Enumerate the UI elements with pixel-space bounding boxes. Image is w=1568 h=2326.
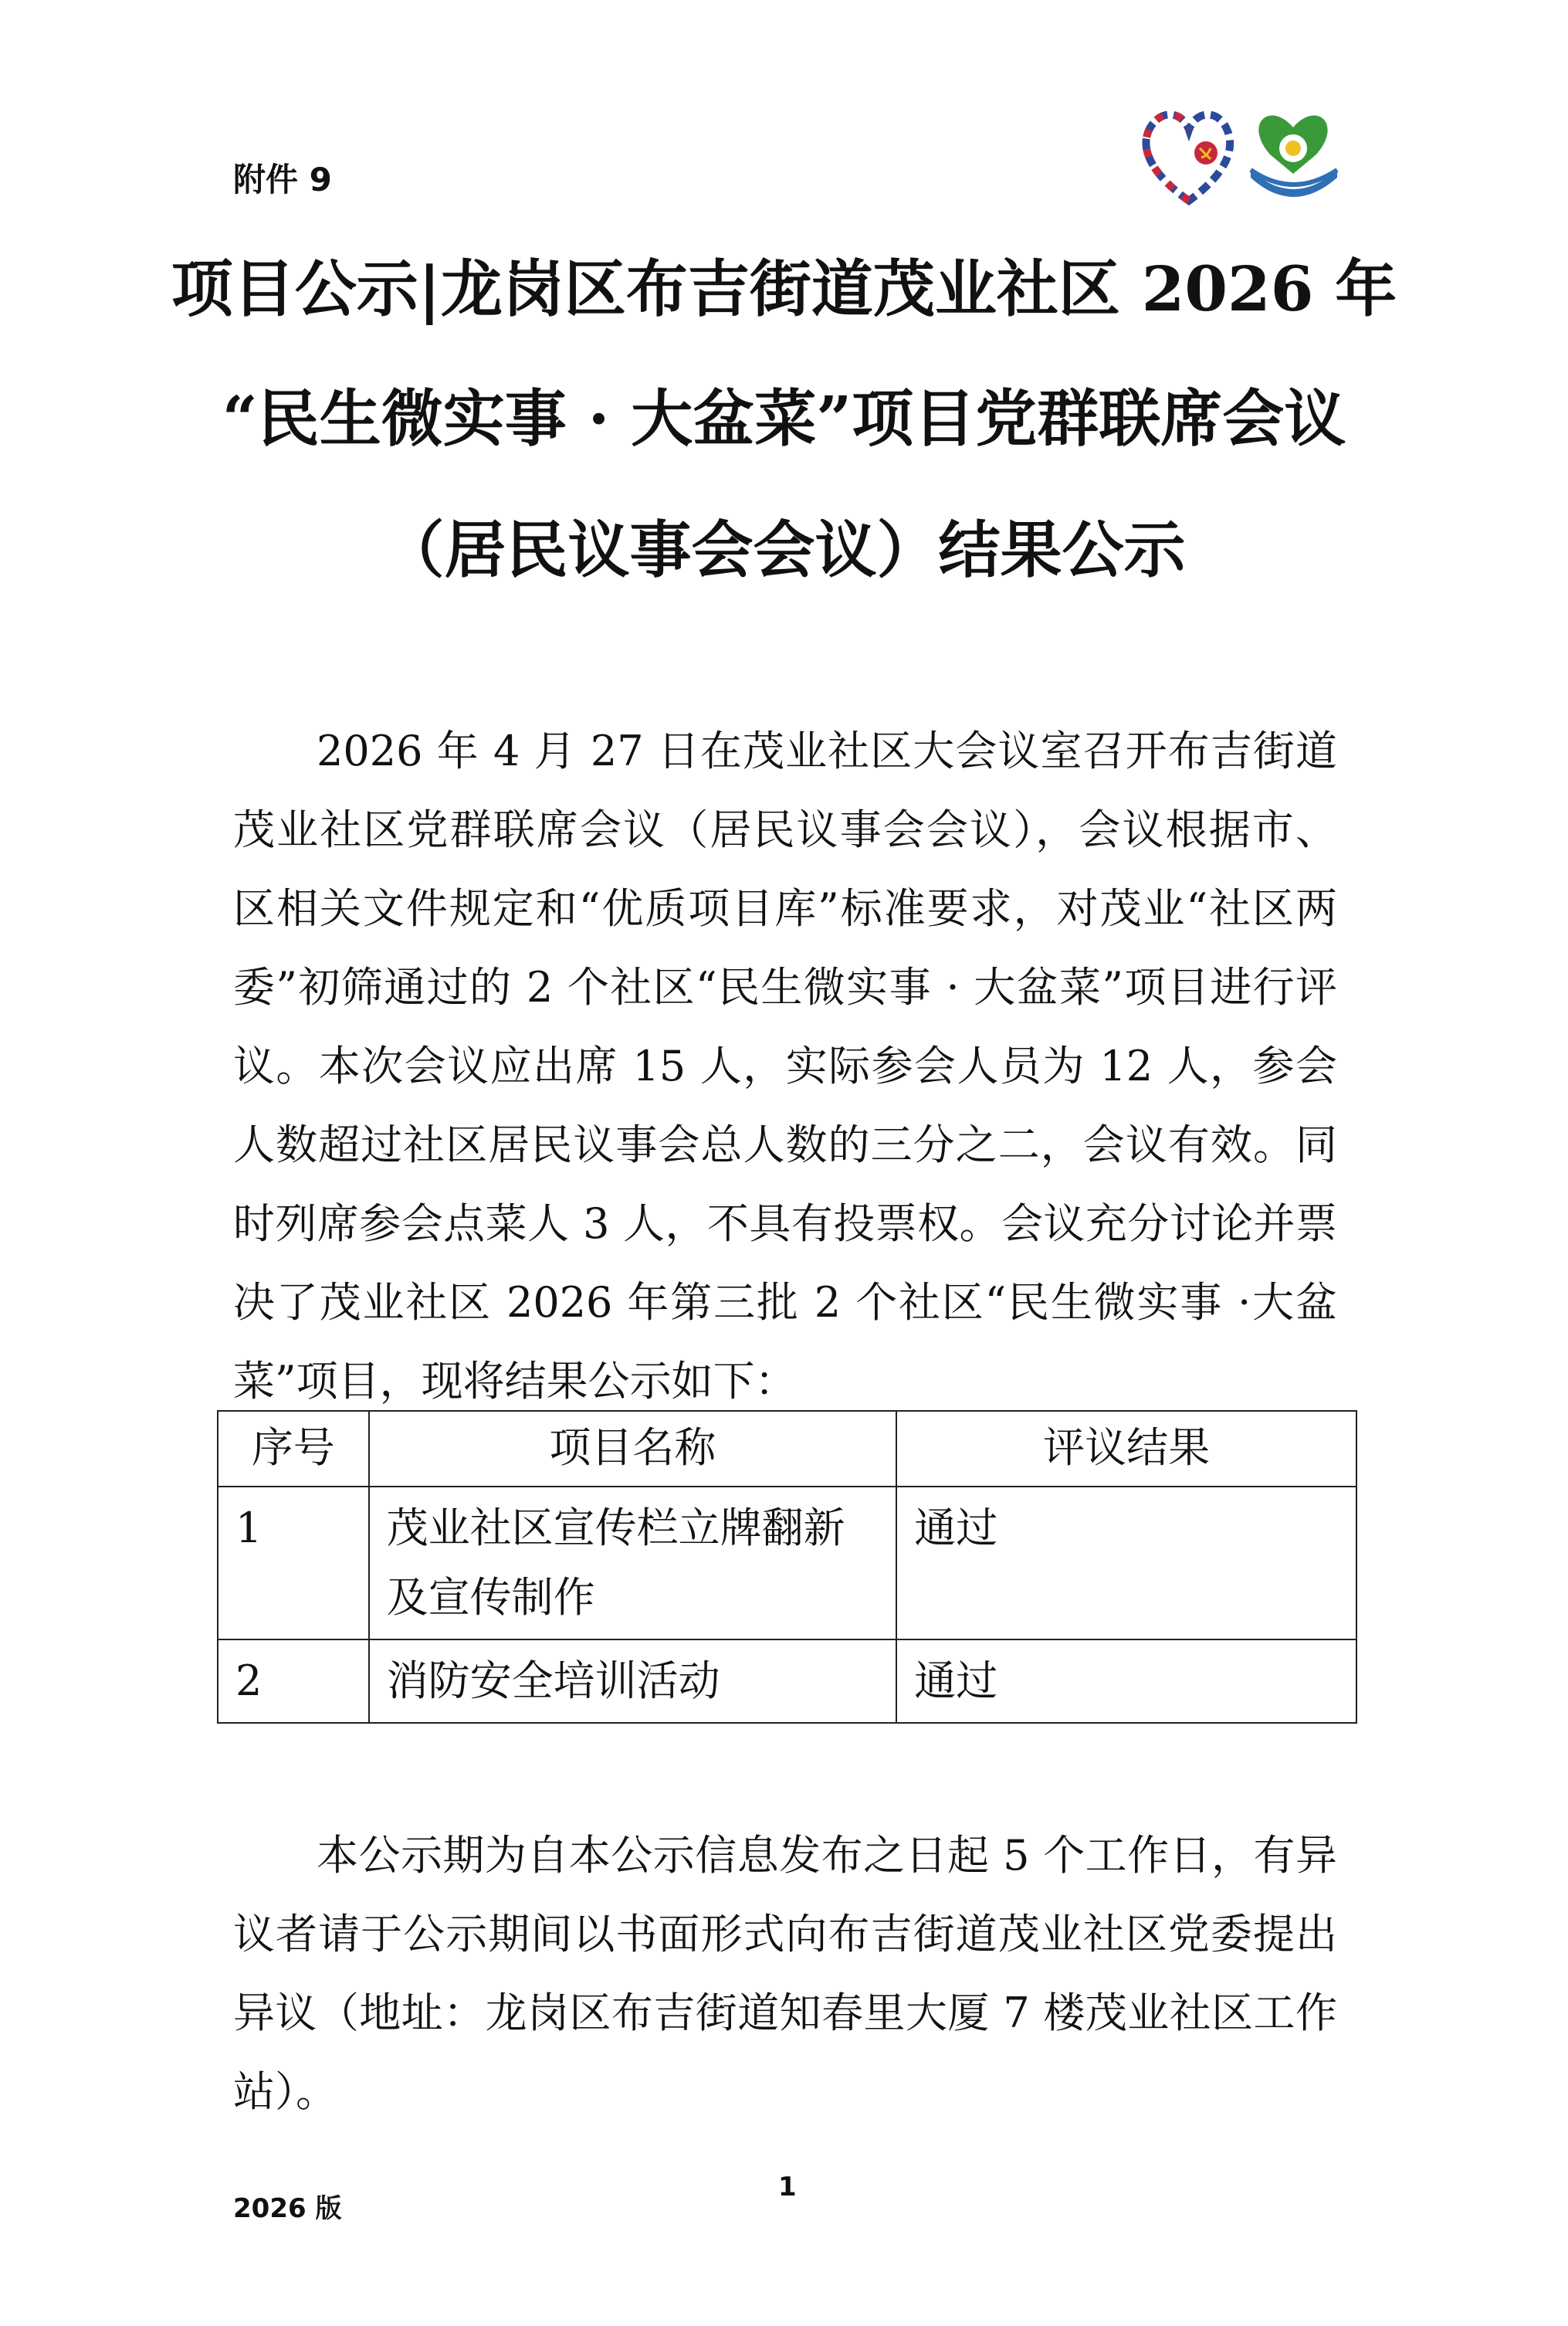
body-paragraph-1: 2026 年 4 月 27 日在茂业社区大会议室召开布吉街道茂业社区党群联席会议（居民议事会会议），会议根据市、区相关文件规定和“优质项目库”标准要求，对茂业“社区两委”初筛通过的 2 个社区“民生微实事 · 大盆菜”项目进行评议。本次会议应出席 15 人，实际参会人员为 12 人，参会人数超过社区居民议事会总人数的三分之二，会议有效。同时列席参会点菜人 3 人，不具有投票权。会议充分讨论并票决了茂业社区 2026 年第三批 2 个社区“民生微实事 ·大盆菜”项目，现将结果公示如下： (233, 727, 1337, 1405)
page-number: 1 (778, 2172, 797, 2202)
row-index: 1 (218, 1487, 369, 1639)
row-project-name: 消防安全培训活动 (369, 1639, 897, 1723)
header-project-name: 项目名称 (369, 1411, 897, 1487)
table-header-row (218, 1411, 1356, 1487)
header-result: 评议结果 (896, 1411, 1356, 1487)
title-line-2: “民生微实事 · 大盆菜”项目党群联席会议 (222, 382, 1346, 455)
header-logos (1135, 100, 1359, 209)
attachment-label: 附件 9 (233, 161, 332, 198)
table-row (218, 1487, 1356, 1639)
title-line-3: （居民议事会会议）结果公示 (382, 514, 1186, 586)
table-row (218, 1639, 1356, 1723)
row-project-name: 茂业社区宣传栏立牌翻新及宣传制作 (369, 1487, 897, 1639)
row-result: 通过 (896, 1487, 1356, 1639)
body-paragraph-2: 本公示期为自本公示信息发布之日起 5 个工作日，有异议者请于公示期间以书面形式向布吉街道茂业社区党委提出异议（地址：龙岗区布吉街道知春里大厦 7 楼茂业社区工作站）。 (233, 1831, 1337, 2116)
row-result: 通过 (896, 1639, 1356, 1723)
results-table (217, 1410, 1357, 1724)
heart-logo-icon (1146, 114, 1230, 201)
header-index: 序号 (218, 1411, 369, 1487)
community-logo-icon (1251, 116, 1337, 197)
version-label: 2026 版 (233, 2193, 342, 2224)
title-line-1: 项目公示|龙岗区布吉街道茂业社区 2026 年 (171, 253, 1397, 325)
row-index: 2 (218, 1639, 369, 1723)
